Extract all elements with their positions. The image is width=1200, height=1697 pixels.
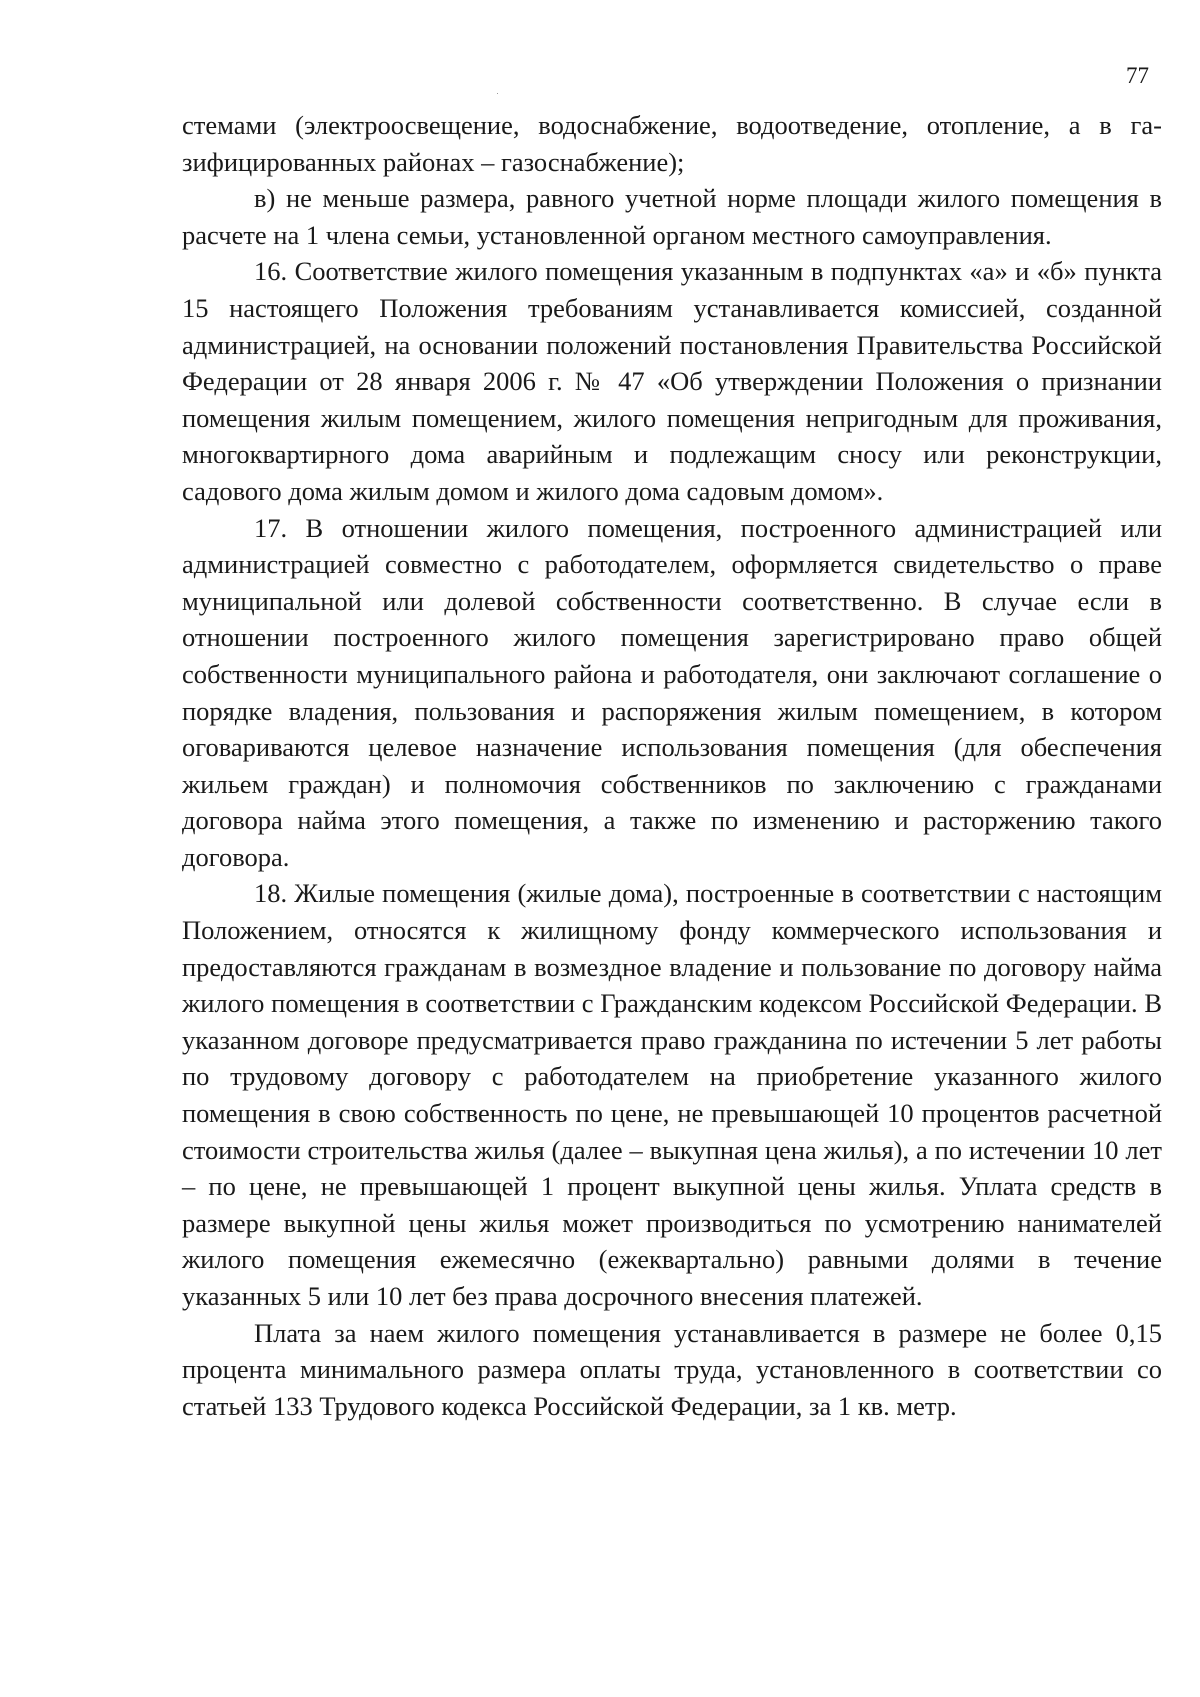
paragraph-rent-fee: Плата за наем жилого помещения устанавливается в размере не более 0,15 процента минимального размера оплаты труда, установленного в соответствии со статьей 133 Трудового кодекса Российской Федерации, за 1 кв. метр. — [182, 1317, 1162, 1421]
paragraph-subpoint-v: в) не меньше размера, равного учетной норме площади жилого помещения в расчете на 1 члена семьи, установленной органом местного самоуправления. — [182, 183, 1162, 250]
paragraph-continuation: стемами (электроосвещение, водоснабжение, водоотведение, отопление, а в газифицированных районах – газоснабжение); — [182, 110, 1162, 177]
paragraph-17: 17. В отношении жилого помещения, построенного администрацией или администрацией совместно с работодателем, оформляется свидетельство о праве муниципальной или долевой собственности соответственно. В случае если в отношении построенного жилого помещения зарегистрировано право общей собственности муниципального района и работодателя, они заключают соглашение о порядке владения, пользования и распоряжения жилым помещением, в котором оговариваются целевое назначение использования помещения (для обеспечения жильем граждан) и полномочия собственников по заключению с гражданами договора найма этого помещения, а также по изменению и расторжению такого договора. — [182, 512, 1162, 872]
page-number: 77 — [1126, 63, 1149, 88]
paragraph-18: 18. Жилые помещения (жилые дома), построенные в соответствии с настоящим Положением, относятся к жилищному фонду коммерческого использования и предоставляются гражданам в возмездное владение и пользование по договору найма жилого помещения в соответствии с Гражданским кодексом Российской Федерации. В указанном договоре предусматривается право гражданина по истечении 5 лет работы по трудовому договору с работодателем на приобретение указанного жилого помещения в свою собственность по цене, не превышающей 10 процентов расчетной стоимости строительства жилья (далее – выкупная цена жилья), а по истечении 10 лет – по цене, не превышающей 1 процент выкупной цены жилья. Уплата средств в размере выкупной цены жилья может производиться по усмотрению нанимателей жилого помещения ежемесячно (ежеквартально) равными долями в течение указанных 5 или 10 лет без права досрочного внесения платежей. — [182, 878, 1162, 1311]
document-body — [182, 107, 1162, 1424]
paragraph-16: 16. Соответствие жилого помещения указанным в подпунктах «а» и «б» пункта 15 настоящего Положения требованиям устанавливается комиссией, созданной администрацией, на основании положений постановления Правительства Российской Федерации от 28 января 2006 г. № 47 «Об утверждении Положения о признании помещения жилым помещением, жилого помещения непригодным для проживания, многоквартирного дома аварийным и подлежащим сносу или реконструкции, садового дома жилым домом и жилого дома садовым домом». — [182, 256, 1162, 506]
scan-artifact — [497, 93, 498, 94]
